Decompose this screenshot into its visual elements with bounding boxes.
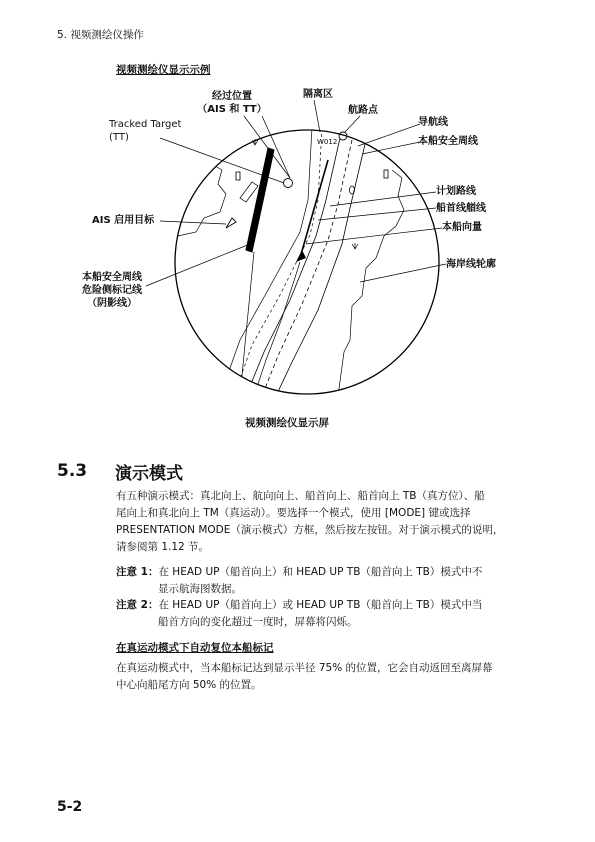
label-own-vector: 本船向量 (442, 222, 482, 233)
note-1-label: 注意 1： (116, 566, 159, 578)
page-number: 5-2 (57, 799, 83, 815)
label-ais-target: AIS 启用目标 (92, 215, 155, 226)
coastline-left (175, 160, 226, 236)
note-1-continued: 显示航海图数据。 (158, 583, 242, 595)
label-heading-line: 船首线艏线 (436, 203, 486, 214)
target-marker (350, 186, 355, 194)
danger-side-band (246, 148, 274, 252)
label-own-safety-line: 本船安全周线 (418, 136, 478, 147)
label-nav-line: 导航线 (418, 117, 448, 128)
section-title: 演示模式 (115, 464, 183, 484)
leader-line (345, 116, 360, 132)
label-passing-position: 经过位置 （AIS 和 TT） (197, 91, 267, 115)
leader-line (306, 228, 442, 244)
buoy-marker (384, 170, 388, 178)
anchor-icon (352, 243, 358, 249)
leader-line (318, 208, 436, 220)
leader-line (160, 221, 226, 224)
label-danger-side-line: 本船安全周线 危险侧标记线 （阴影线） (82, 272, 142, 309)
figure-title: 视频测绘仪显示示例 (116, 64, 211, 76)
note-2-label: 注意 2： (116, 599, 159, 611)
subsection-title: 在真运动模式下自动复位本船标记 (116, 642, 274, 654)
section-number: 5.3 (57, 461, 88, 481)
planned-route-line (262, 140, 352, 396)
leader-line (362, 142, 420, 154)
label-coastline: 海岸线轮廓 (446, 259, 496, 270)
waypoint-code: W012 (317, 138, 338, 146)
label-planned-route: 计划路线 (436, 186, 476, 197)
label-tracked-target: Tracked Target (TT) (109, 119, 182, 143)
landmark-shape (240, 182, 258, 202)
planned-route-line (246, 138, 340, 396)
leader-line (314, 100, 320, 132)
leader-line (360, 264, 446, 282)
note-2-continued: 船首方向的变化超过一度时，屏幕将闪烁。 (158, 616, 358, 628)
note-1: 注意 1：在 HEAD UP（船首向上）和 HEAD UP TB（船首向上 TB）模式中不 (116, 566, 483, 578)
note-2: 注意 2：在 HEAD UP（船首向上）或 HEAD UP TB（船首向上 TB）模式中当 (116, 599, 483, 611)
display-circle (175, 130, 439, 394)
ais-target-symbol (226, 218, 236, 228)
heading-line (254, 262, 300, 396)
running-header: 5. 视频测绘仪操作 (57, 29, 144, 41)
leader-line (330, 192, 436, 206)
label-waypoint: 航路点 (348, 105, 378, 116)
section-paragraph: 有五种演示模式：真北向上、航向向上、船首向上、船首向上 TB（真方位）、船 尾向上和真北向上 TM（真运动）。要选择一个模式，使用 [MODE] 键或选择 PRESENTATION MODE（演示模式）方框，然后按左按钮。对于演示模式的说明， 请参阅第 1.12 节。 (116, 490, 504, 553)
buoy-marker (236, 172, 240, 180)
figure-caption: 视频测绘仪显示屏 (245, 417, 329, 429)
label-separation-zone: 隔离区 (303, 89, 333, 100)
tracked-target-symbol (284, 179, 293, 188)
separation-zone-line (234, 128, 322, 396)
leader-line (146, 244, 250, 286)
leader-line (358, 124, 420, 146)
danger-side-line (240, 252, 254, 396)
subsection-paragraph: 在真运动模式中，当本船标记达到显示半径 75% 的位置，它会自动返回至离屏幕 中心向船尾方向 50% 的位置。 (116, 662, 493, 691)
